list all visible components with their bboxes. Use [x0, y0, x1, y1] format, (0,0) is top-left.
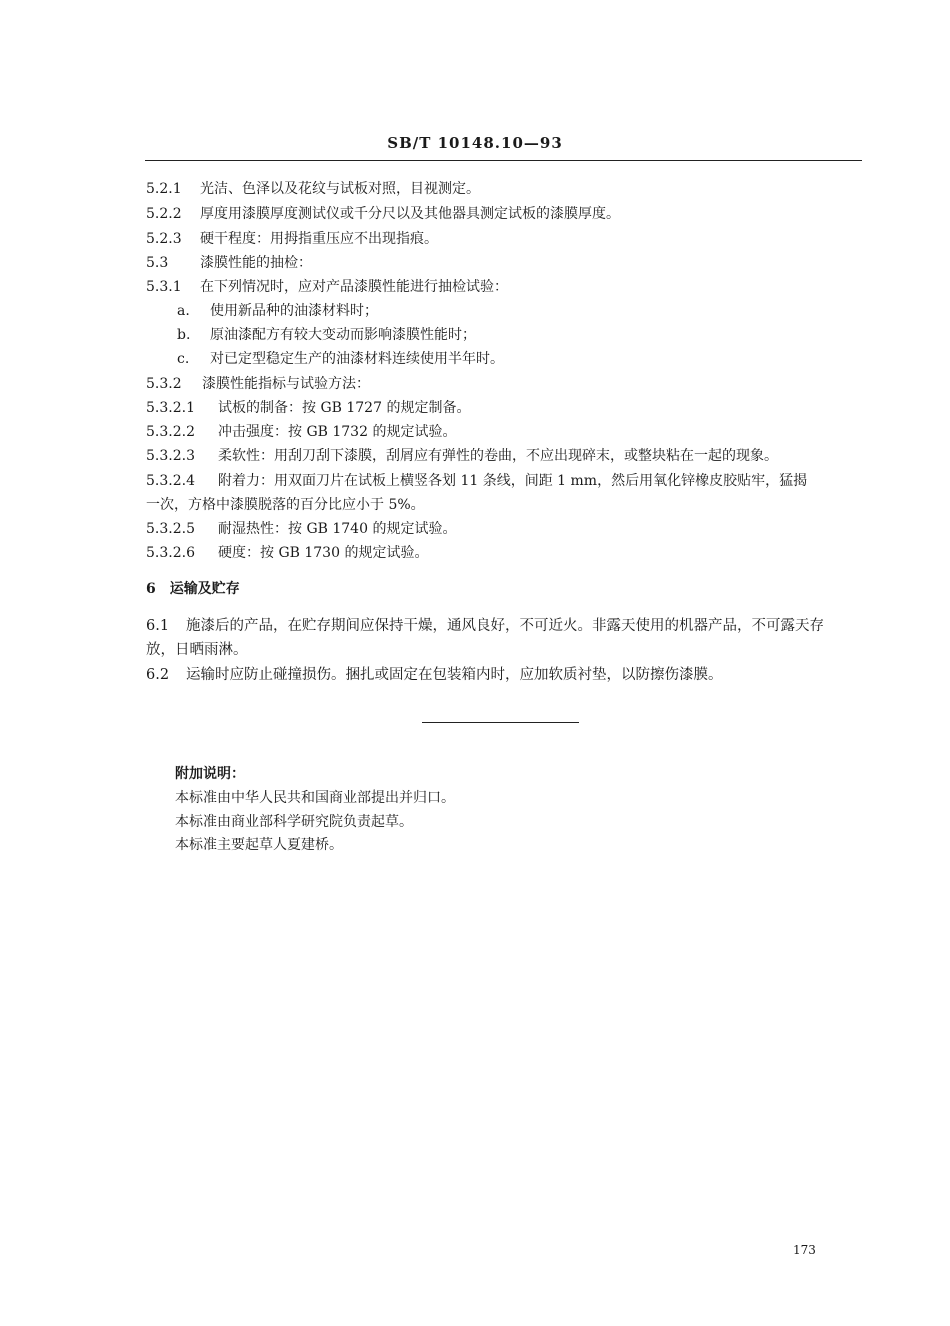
document-code-header: SB/T 10148.10—93: [387, 134, 563, 152]
list-text: 原油漆配方有较大变动而影响漆膜性能时；: [210, 327, 476, 343]
clause-5-3-2-2: [146, 422, 456, 442]
clause-number: 5.3.2.2: [146, 424, 195, 440]
clause-number: 5.3.2.4: [146, 473, 195, 489]
list-text: 对已定型稳定生产的油漆材料连续使用半年时。: [210, 351, 504, 367]
clause-5-3-2-6: [146, 543, 428, 563]
clause-text: 柔软性：用刮刀刮下漆膜，刮屑应有弹性的卷曲，不应出现碎末，或整块粘在一起的现象。: [218, 448, 778, 464]
clause-number: 5.3.2.6: [146, 545, 195, 561]
clause-text: 试板的制备：按 GB 1727 的规定制备。: [218, 400, 471, 416]
clause-number: 5.2.1: [146, 181, 182, 197]
clause-text: 冲击强度：按 GB 1732 的规定试验。: [218, 424, 457, 440]
clause-number: 5.3.2: [146, 376, 182, 392]
clause-number: 5.3.2.3: [146, 448, 195, 464]
clause-text: 施漆后的产品，在贮存期间应保持干燥，通风良好，不可近火。非露天使用的机器产品，不可露天存: [186, 618, 824, 634]
list-text: 使用新品种的油漆材料时；: [210, 303, 378, 319]
clause-number: 5.2.2: [146, 206, 182, 222]
section-6-heading: 6 运输及贮存: [146, 581, 240, 597]
clause-number: 5.3: [146, 255, 169, 271]
clause-text: 附着力：用双面刀片在试板上横竖各划 11 条线，间距 1 mm，然后用氧化锌橡皮胶贴牢，猛揭: [218, 473, 808, 489]
clause-text: 硬干程度：用拇指重压应不出现指痕。: [200, 231, 438, 247]
end-separator-rule: [422, 722, 579, 723]
clause-5-2-1: [146, 179, 480, 199]
clause-text: 厚度用漆膜厚度测试仪或千分尺以及其他器具测定试板的漆膜厚度。: [200, 206, 620, 222]
clause-text: 光洁、色泽以及花纹与试板对照，目视测定。: [200, 181, 480, 197]
clause-5-2-2: [146, 204, 620, 224]
clause-number: 6.1: [146, 618, 170, 634]
list-item-c: [177, 349, 504, 369]
appendix-title: 附加说明：: [175, 766, 245, 782]
clause-text: 耐湿热性：按 GB 1740 的规定试验。: [218, 521, 457, 537]
clause-text: 运输时应防止碰撞损伤。捆扎或固定在包装箱内时，应加软质衬垫，以防擦伤漆膜。: [186, 667, 723, 683]
clause-text: 一次，方格中漆膜脱落的百分比应小于 5%。: [146, 497, 425, 513]
list-marker: c.: [177, 351, 190, 367]
clause-5-3-1: [146, 277, 508, 297]
clause-6-1: [146, 616, 824, 636]
clause-5-3-2-3: [146, 446, 778, 466]
appendix-line: 本标准由商业部科学研究院负责起草。: [175, 814, 413, 830]
list-item-a: [177, 301, 378, 321]
clause-5-3-2: [146, 374, 370, 394]
clause-6-1-continued: [146, 640, 248, 660]
list-marker: a.: [177, 303, 190, 319]
clause-5-3-2-4: [146, 471, 807, 491]
clause-5-3: [146, 253, 312, 273]
clause-number: 6.2: [146, 667, 170, 683]
clause-5-3-2-1: [146, 398, 470, 418]
clause-number: 5.3.2.5: [146, 521, 195, 537]
appendix-line: 本标准由中华人民共和国商业部提出并归口。: [175, 790, 455, 806]
header-rule: [145, 160, 862, 161]
appendix-line: 本标准主要起草人夏建桥。: [175, 837, 343, 853]
clause-text: 放，日晒雨淋。: [146, 642, 248, 658]
list-item-b: [177, 325, 476, 345]
list-marker: b.: [177, 327, 191, 343]
clause-text: 漆膜性能的抽检：: [200, 255, 312, 271]
clause-5-3-2-5: [146, 519, 456, 539]
clause-5-3-2-4-continued: [146, 495, 425, 515]
clause-text: 漆膜性能指标与试验方法：: [202, 376, 370, 392]
page-number: 173: [793, 1243, 816, 1257]
clause-number: 5.3.1: [146, 279, 182, 295]
clause-number: 5.2.3: [146, 231, 182, 247]
clause-number: 5.3.2.1: [146, 400, 195, 416]
clause-text: 硬度：按 GB 1730 的规定试验。: [218, 545, 429, 561]
clause-text: 在下列情况时，应对产品漆膜性能进行抽检试验：: [200, 279, 508, 295]
clause-6-2: [146, 665, 723, 685]
clause-5-2-3: [146, 229, 438, 249]
